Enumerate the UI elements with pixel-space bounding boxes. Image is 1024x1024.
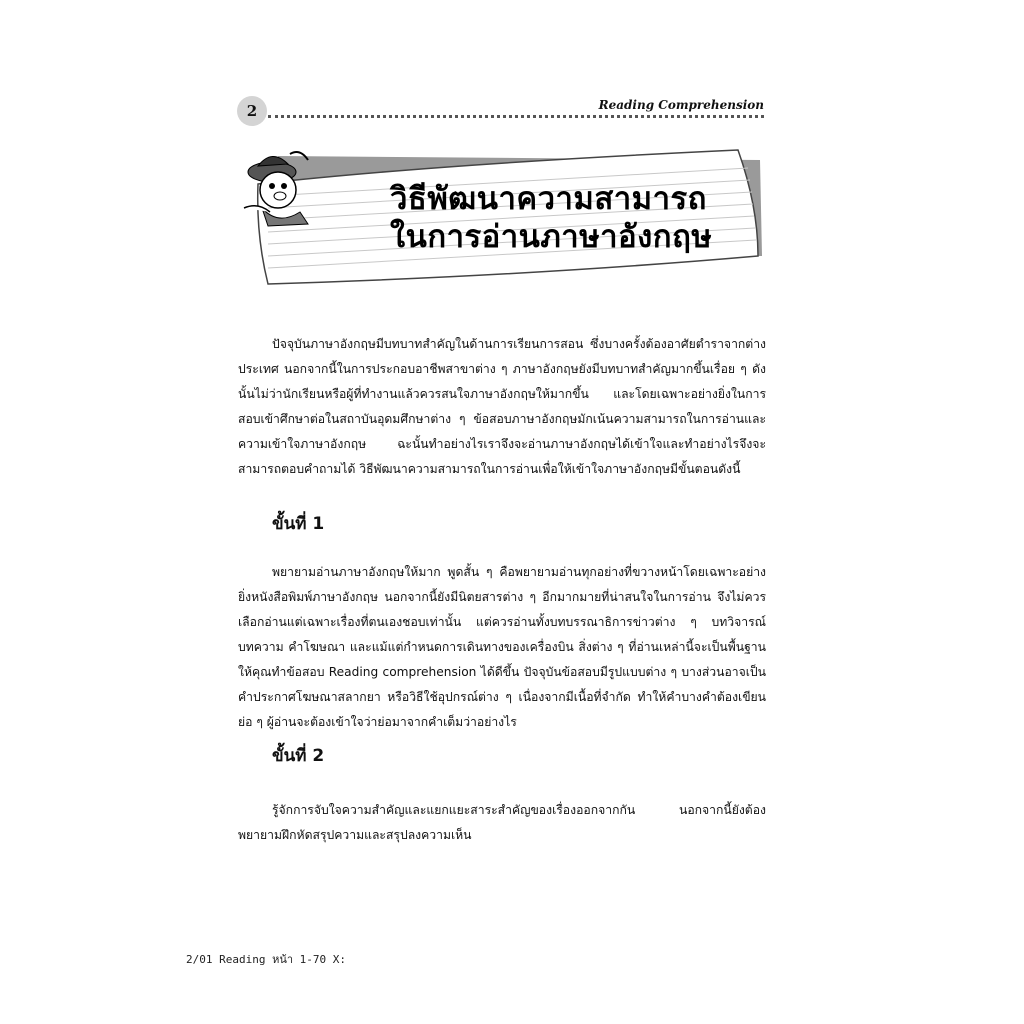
header-dotted-rule	[268, 115, 764, 118]
page-number	[237, 96, 267, 126]
step-2-paragraph: รู้จักการจับใจความสำคัญและแยกแยะสาระสำคัญของเรื่องออกจากกัน นอกจากนี้ยังต้องพยายามฝึกหัดสรุปความและสรุปลงความเห็น	[238, 803, 766, 843]
intro-paragraph: ปัจจุบันภาษาอังกฤษมีบทบาทสำคัญในด้านการเรียนการสอน ซึ่งบางครั้งต้องอาศัยตำราจากต่างประเทศ นอกจากนี้ในการประกอบอาชีพสาขาต่าง ๆ ภาษาอังกฤษยังมีบทบาทสำคัญมากขึ้นเรื่อย ๆ ดังนั้นไม่ว่านักเรียนหรือผู้ที่ทำงานแล้วควรสนใจภาษาอังกฤษให้มากขึ้น และโดยเฉพาะอย่างยิ่งในการสอบเข้าศึกษาต่อในสถาบันอุดมศึกษาต่าง ๆ ข้อสอบภาษาอังกฤษมักเน้นความสามารถในการอ่านและความเข้าใจภาษาอังกฤษ ฉะนั้นทำอย่างไรเราจึงจะอ่านภาษาอังกฤษได้เข้าใจและทำอย่างไรจึงจะสามารถตอบคำถามได้ วิธีพัฒนาความสามารถในการอ่านเพื่อให้เข้าใจภาษาอังกฤษมีขั้นตอนดังนี้	[238, 337, 766, 477]
chapter-title-line2: ในการอ่านภาษาอังกฤษ	[390, 219, 713, 255]
page-number-text: 2	[246, 102, 258, 120]
step-1-heading: ขั้นที่ 1	[272, 514, 325, 534]
running-header-title: Reading Comprehension	[598, 98, 764, 112]
chapter-title-line1: วิธีพัฒนาความสามารถ	[390, 181, 707, 217]
step-1-paragraph: พยายามอ่านภาษาอังกฤษให้มาก พูดสั้น ๆ คือพยายามอ่านทุกอย่างที่ขวางหน้าโดยเฉพาะอย่างยิ่งหนังสือพิมพ์ภาษาอังกฤษ นอกจากนี้ยังมีนิตยสารต่าง ๆ อีกมากมายที่น่าสนใจในการอ่าน จึงไม่ควรเลือกอ่านแต่เฉพาะเรื่องที่ตนเองชอบเท่านั้น แต่ควรอ่านทั้งบทบรรณาธิการข่าวต่าง ๆ บทวิจารณ์ บทความ คำโฆษณา และแม้แต่กำหนดการเดินทางของเครื่องบิน สิ่งต่าง ๆ ที่อ่านเหล่านี้จะเป็นพื้นฐานให้คุณทำข้อสอบ Reading comprehension ได้ดีขึ้น ปัจจุบันข้อสอบมีรูปแบบต่าง ๆ บางส่วนอาจเป็นคำประกาศโฆษณาสลากยา หรือวิธีใช้อุปกรณ์ต่าง ๆ เนื่องจากมีเนื้อที่จำกัด ทำให้คำบางคำต้องเขียนย่อ ๆ ผู้อ่านจะต้องเข้าใจว่าย่อมาจากคำเต็มว่าอย่างไร	[238, 565, 766, 730]
step-2-heading: ขั้นที่ 2	[272, 746, 325, 766]
chapter-title	[390, 180, 712, 256]
print-footer-note: 2/01 Reading หน้า 1-70 X:	[186, 953, 347, 966]
